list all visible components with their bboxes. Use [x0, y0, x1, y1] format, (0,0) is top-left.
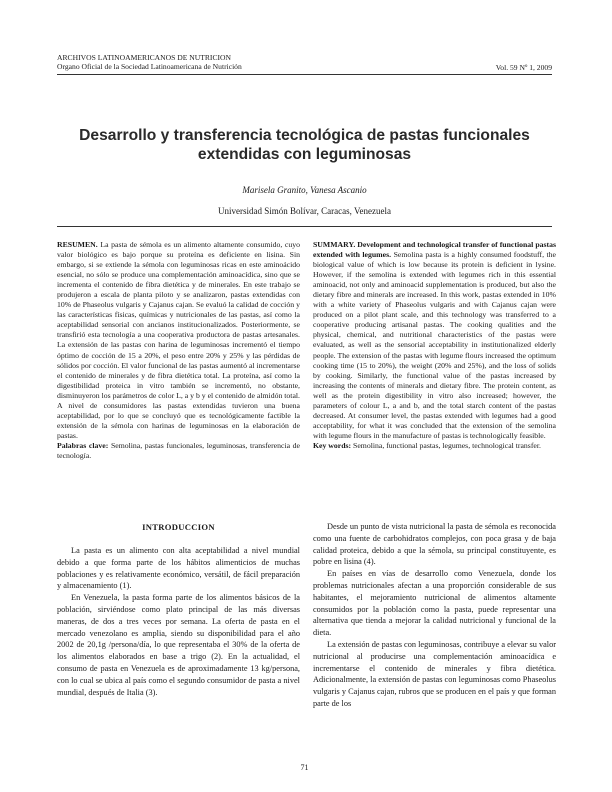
- keywords-label: Palabras clave:: [57, 440, 109, 450]
- section-heading: INTRODUCCION: [142, 522, 215, 532]
- title-rule: [57, 226, 552, 227]
- paragraph: La pasta es un alimento con alta aceptabilidad a nivel mundial debido a que forma parte de los hábitos alimenticios de muchas poblaciones y es relativamente económico, versátil, de fácil preparación y almacenamiento (1).: [57, 546, 300, 591]
- article-affiliation: Universidad Simón Bolívar, Caracas, Venezuela: [218, 206, 391, 216]
- abstract-spanish: [57, 240, 300, 461]
- paragraph: Desde un punto de vista nutricional la pasta de sémola es reconocida como una fuente de carbohidratos complejos, con poca grasa y de baja calidad proteica, debido a que la sémola, su principal constituyente, es pobre en lisina (4).: [313, 522, 556, 567]
- keywords-text: Semolina, pastas funcionales, leguminosas, transferencia de tecnología.: [57, 440, 300, 460]
- journal-name: ARCHIVOS LATINOAMERICANOS DE NUTRICION: [57, 53, 232, 62]
- page-number: 71: [300, 763, 309, 772]
- society-name: Organo Oficial de la Sociedad Latinoamericana de Nutrición: [57, 62, 242, 72]
- abstract-text: La pasta de sémola es un alimento altamente consumido, cuyo valor biológico es bajo porque su proteína es deficiente en lisina. Sin embargo, si se extiende la sémola con leguminosas ricas en este aminoácido esencial, no sólo se produce una complementación aminoacídica, sino que se incrementa el contenido de fibra dietética y de minerales. En este trabajo se produjeron a escala de planta piloto y se analizaron, pastas extendidas con 10% de Phaseolus vulgaris y Cajanus cajan. Se evaluó la calidad de cocción y las características físicas, químicas y nutricionales de las pastas, así como la aceptabilidad sensorial con ancianos institucionalizados. Posteriormente, se transfirió esta tecnología a una cooperativa productora de pastas artesanales. La extensión de las pastas con harina de leguminosas incrementó el tiempo óptimo de cocción de 15 a 20%, el peso entre 20% y 25% y las pérdidas de sólidos por cocción. El valor funcional de las pastas aumentó al incrementarse el contenido de minerales y de fibra dietética total. La proteína, así como la digestibilidad proteica in vitro también se incrementó, no obstante, disminuyeron los parámetros de color L, a y b y el contenido de almidón total. A nivel de consumidores las pastas extendidas tuvieron una buena aceptabilidad, por lo que se concluyó que es tecnológicamente factible la extensión de la sémola con harinas de leguminosas en la elaboración de pastas.: [57, 240, 300, 440]
- intro-left-column: [57, 545, 300, 698]
- paragraph: En países en vías de desarrollo como Venezuela, donde los problemas nutricionales afectan a una proporción considerable de sus habitantes, el mejoramiento nutricional de alimentos altamente consumidos por la población como la pasta, puede representar una alternativa que tienda a mejorar la calidad nutricional y funcional de la dieta.: [313, 569, 556, 638]
- header-rule: [57, 74, 552, 75]
- abstract-english: [313, 240, 556, 451]
- paragraph: En Venezuela, la pasta forma parte de los alimentos básicos de la población, sirviéndose como plato principal de las más diversas maneras, de dos a tres veces por semana. La oferta de pasta en el mercado venezolano es amplia, siendo su disponibilidad para el año 2002 de 20,1g /persona/día, lo que representaba el 30% de la oferta de los alimentos elaborados en base a trigo (2). En la actualidad, el consumo de pasta en Venezuela es de aproximadamente 13 kg/persona, con lo cual se ubica al país como el segundo consumidor de pasta a nivel mundial, después de Italia (3).: [57, 593, 300, 697]
- paragraph: La extensión de pastas con leguminosas, contribuye a elevar su valor nutricional al producirse una complementación aminoacídica e incrementarse el contenido de minerales y fibra dietética. Adicionalmente, la extensión de pastas con leguminosas como Phaseolus vulgaris y Cajanus cajan, rubros que se producen en el país y que forman parte de los: [313, 639, 556, 708]
- running-header: [57, 53, 242, 72]
- keywords-text-en: Semolina, functional pastas, legumes, technological transfer.: [351, 440, 541, 450]
- keywords-label-en: Key words:: [313, 440, 352, 450]
- summary-text: Semolina pasta is a highly consumed foodstuff, the biological value of which is low because its protein is deficient in lysine. However, if the semolina is extended with legumes rich in this essential aminoacid, not only and aminoacid supplementation is produced, but also the dietary fibre and minerals are increased. In this work, pastas extended in 10% with a white variety of Phaseolus vulgaris and with Cajanus cajan were produced on a pilot plant scale, and this technology was transferred to a cooperative producing artisanal pastas. The cooking qualities and the physical, chemical, and nutritional characteristics of the pastas were evaluated, as well as the sensorial acceptability in institutionalized elderly people. The extension of the pastas with legume flours increased the optimum cooking time (15 to 20%), the weight (20% and 25%), and the loss of solids by cooking. Similarly, the functional value of the pastas increased by increasing the contents of minerals and dietary fibre. The protein content, as well as the protein digestibility in vitro also increased; however, the parameters of colour L, a and b, and the total starch content of the pastas decreased. At consumer level, the pastas extended with legumes had a good acceptability, for what it was concluded that the extension of the semolina with legume flours in the manufacture of pastas is technologically feasible.: [313, 250, 556, 440]
- volume-info: Vol. 59 Nº 1, 2009: [495, 62, 552, 72]
- abstract-label: RESUMEN.: [57, 240, 98, 249]
- article-title: Desarrollo y transferencia tecnológica de pastas funcionales extendidas con leguminosas: [79, 127, 530, 163]
- summary-label: SUMMARY. Development and technological transfer of functional pastas extended with legumes.: [313, 240, 556, 260]
- intro-right-column: [313, 521, 556, 710]
- article-authors: Marisela Granito, Vanesa Ascanio: [242, 185, 367, 195]
